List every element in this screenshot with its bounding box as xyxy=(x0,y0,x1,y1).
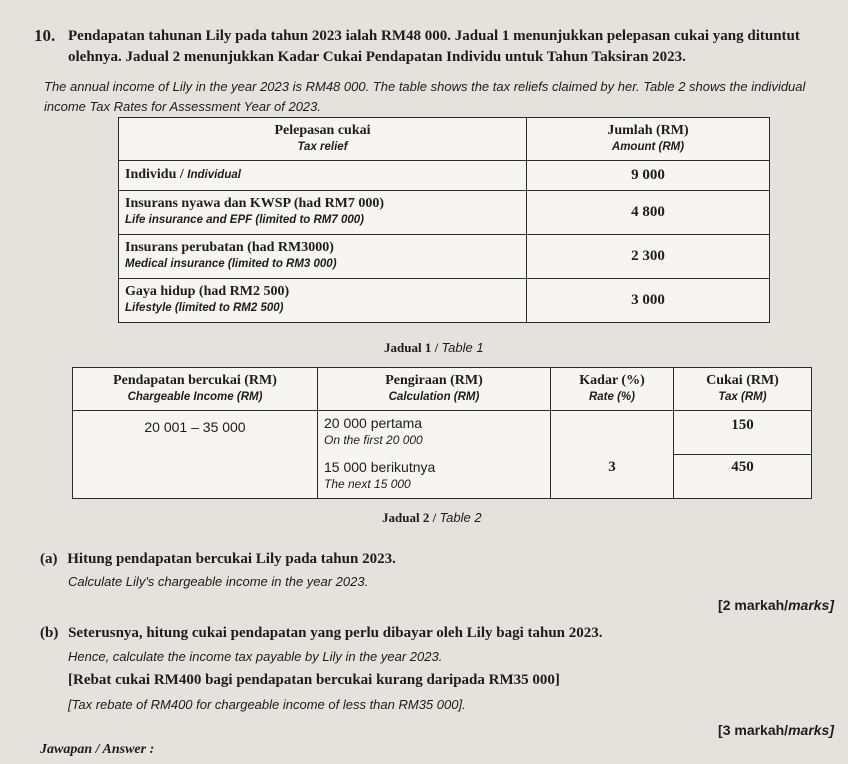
relief-cell xyxy=(119,161,527,191)
header-relief-ms: Pelepasan cukai xyxy=(274,123,371,138)
table2-caption-ms: Jadual 2 / xyxy=(382,510,440,525)
amount-cell: 3 000 xyxy=(527,279,770,323)
table1-caption-ms: Jadual 1 / xyxy=(384,340,442,355)
part-a-label: (a) xyxy=(40,551,58,567)
part-b-label: (b) xyxy=(40,625,59,641)
table1-caption xyxy=(384,340,484,356)
tax-cell: 450 xyxy=(674,455,812,499)
calc-next-en: The next 15 000 xyxy=(324,476,411,491)
part-b-marks-ms: [3 markah/ xyxy=(718,722,789,738)
header-amount-en: Amount (RM) xyxy=(611,141,685,153)
header-income-en: Chargeable Income (RM) xyxy=(127,391,263,403)
table2-header-row xyxy=(73,368,812,411)
table1-header-amount xyxy=(527,118,770,161)
part-b-text-en: Hence, calculate the income tax payable by Lily in the year 2023. xyxy=(68,649,443,664)
tax-relief-table xyxy=(118,117,770,323)
part-a-text-ms: Hitung pendapatan bercukai Lily pada tahun 2023. xyxy=(67,551,396,567)
tax-rate-table xyxy=(72,367,812,499)
income-range-cell: 20 001 – 35 000 xyxy=(73,411,318,499)
part-b-marks-en: marks] xyxy=(788,722,834,738)
header-rate-en: Rate (%) xyxy=(588,391,635,403)
header-amount-ms: Jumlah (RM) xyxy=(607,123,689,138)
part-b-text-ms: Seterusnya, hitung cukai pendapatan yang perlu dibayar oleh Lily bagi tahun 2023. xyxy=(68,625,603,641)
table-row xyxy=(119,191,770,235)
calculation-cell xyxy=(318,455,551,499)
rate-cell: 3 xyxy=(551,455,674,499)
header-rate-ms: Kadar (%) xyxy=(579,373,645,388)
relief-label-ms: Insurans nyawa dan KWSP (had RM7 000) xyxy=(125,196,385,211)
amount-cell: 9 000 xyxy=(527,161,770,191)
question-number: 10. xyxy=(34,26,56,45)
part-b-rebate-note-ms: [Rebat cukai RM400 bagi pendapatan bercukai kurang daripada RM35 000] xyxy=(68,672,560,688)
header-calculation-ms: Pengiraan (RM) xyxy=(385,373,483,388)
calc-first-en: On the first 20 000 xyxy=(324,433,423,447)
part-a-marks xyxy=(718,597,834,613)
part-b-question xyxy=(40,625,603,642)
part-b-marks xyxy=(718,722,834,738)
intro-malay: Pendapatan tahunan Lily pada tahun 2023 ialah RM48 000. Jadual 1 menunjukkan pelepasan cukai yang dituntut olehnya. Jadual 2 menunjukkan Kadar Cukai Pendapatan Individu untuk Tahun Taksiran 2023. xyxy=(68,28,800,65)
table2-header-income xyxy=(73,368,318,411)
table2-header-tax xyxy=(674,368,812,411)
part-b-rebate-note-en: [Tax rebate of RM400 for chargeable income of less than RM35 000]. xyxy=(68,697,466,712)
header-tax-ms: Cukai (RM) xyxy=(706,373,779,388)
calc-next-ms: 15 000 berikutnya xyxy=(324,458,436,475)
table2-caption-en: Table 2 xyxy=(439,510,482,525)
calculation-cell xyxy=(318,411,551,455)
relief-label-en: Individual xyxy=(187,169,241,181)
relief-label-ms: Gaya hidup (had RM2 500) xyxy=(125,284,290,299)
relief-label-ms: Insurans perubatan (had RM3000) xyxy=(125,240,334,255)
part-a-question xyxy=(40,551,396,568)
relief-cell xyxy=(119,235,527,279)
relief-cell xyxy=(119,191,527,235)
relief-cell xyxy=(119,279,527,323)
amount-cell: 2 300 xyxy=(527,235,770,279)
part-a-marks-en: marks] xyxy=(788,597,834,613)
part-a-marks-ms: [2 markah/ xyxy=(718,597,789,613)
part-a-text-en: Calculate Lily's chargeable income in the year 2023. xyxy=(68,574,369,589)
table-row xyxy=(73,411,812,455)
table-row xyxy=(119,279,770,323)
table2-caption xyxy=(382,510,482,526)
relief-label-en: Life insurance and EPF (limited to RM7 000) xyxy=(125,214,364,226)
rate-cell-empty xyxy=(551,411,674,455)
table-row xyxy=(119,235,770,279)
answer-label: Jawapan / Answer : xyxy=(40,742,155,757)
table2-header-calculation xyxy=(318,368,551,411)
intro-english: The annual income of Lily in the year 2023 is RM48 000. The table shows the tax reliefs claimed by her. Table 2 shows the individual income Tax Rates for Assessment Year of 2023. xyxy=(44,79,806,114)
relief-label-en: Medical insurance (limited to RM3 000) xyxy=(125,258,337,270)
header-relief-en: Tax relief xyxy=(297,141,348,153)
relief-label-ms: Individu / xyxy=(125,167,188,182)
table2-header-rate xyxy=(551,368,674,411)
tax-cell: 150 xyxy=(674,411,812,455)
relief-label-en: Lifestyle (limited to RM2 500) xyxy=(125,302,284,314)
table1-header-relief xyxy=(119,118,527,161)
header-tax-en: Tax (RM) xyxy=(718,391,767,403)
amount-cell: 4 800 xyxy=(527,191,770,235)
calc-first-ms: 20 000 pertama xyxy=(324,415,423,431)
table1-caption-en: Table 1 xyxy=(441,340,484,355)
header-income-ms: Pendapatan bercukai (RM) xyxy=(113,373,277,388)
table1-header-row xyxy=(119,118,770,161)
header-calculation-en: Calculation (RM) xyxy=(388,391,480,403)
table-row xyxy=(119,161,770,191)
